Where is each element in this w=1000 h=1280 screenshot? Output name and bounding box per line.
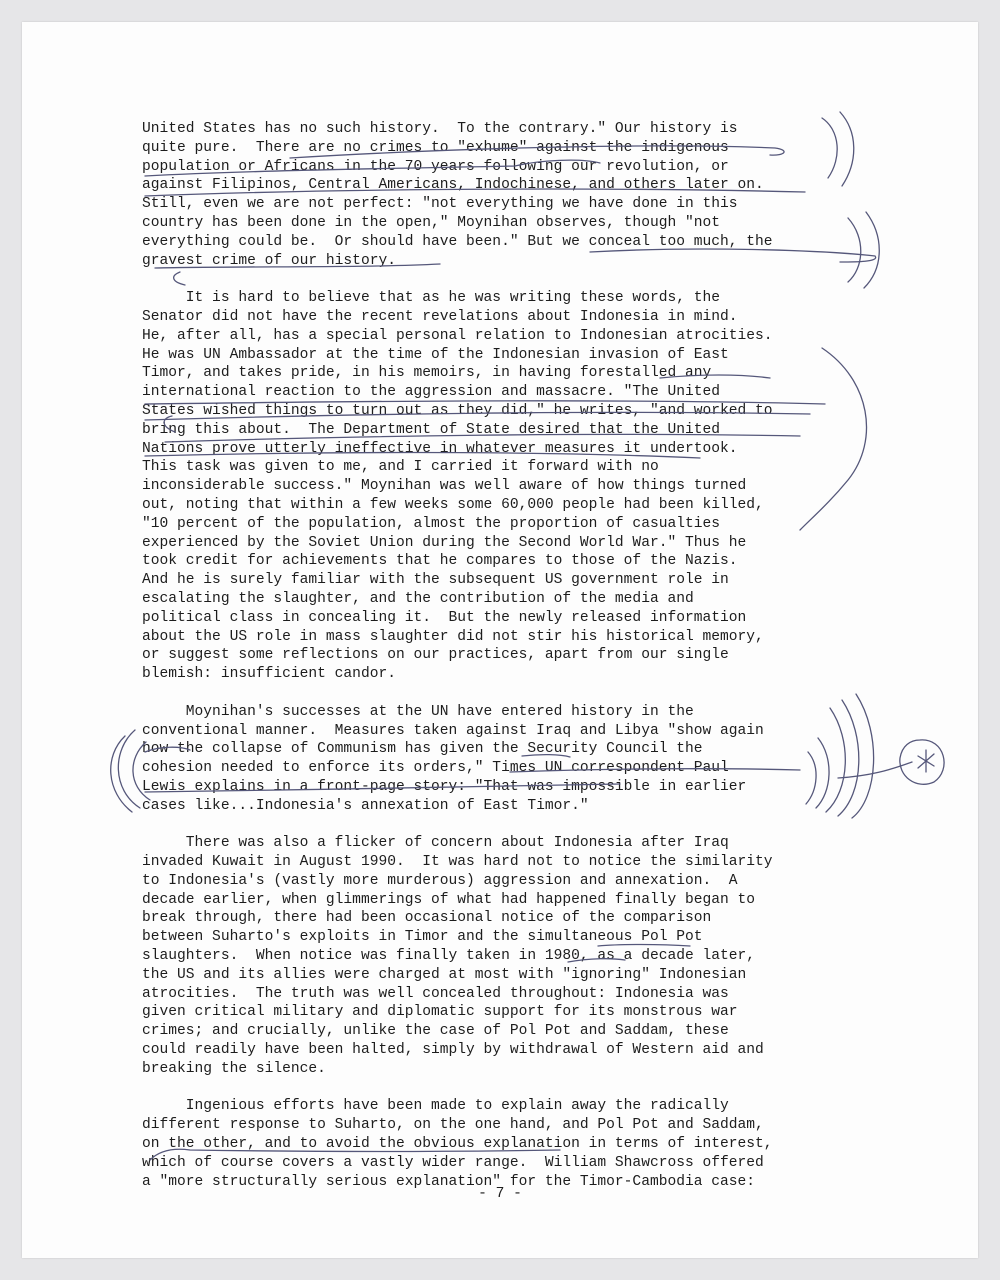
paragraph [142,834,842,1078]
text-line: inconsiderable success." Moynihan was well aware of how things turned [142,478,747,495]
text-line: to Indonesia's (vastly more murderous) aggression and annexation. A [142,872,738,889]
text-line: Timor, and takes pride, in his memoirs, in having forestalled any [142,365,712,382]
text-line: on the other, and to avoid the obvious explanation in terms of interest, [142,1136,773,1153]
text-line: Still, even we are not perfect: "not everything we have done in this [142,196,738,213]
text-line: a "more structurally serious explanation" for the Timor-Cambodia case: [142,1173,756,1190]
text-line: It is hard to believe that as he was writing these words, the [142,290,721,307]
text-line: different response to Suharto, on the one hand, and Pol Pot and Saddam, [142,1117,764,1134]
paragraph [142,703,842,816]
text-line: Ingenious efforts have been made to explain away the radically [142,1098,729,1115]
text-line: how the collapse of Communism has given the Security Council the [142,741,703,758]
text-line: conventional manner. Measures taken against Iraq and Libya "show again [142,722,764,739]
document-body [142,120,842,1210]
text-line: crimes; and crucially, unlike the case of Pol Pot and Saddam, these [142,1023,729,1040]
text-line: United States has no such history. To the contrary." Our history is [142,121,738,137]
text-line: There was also a flicker of concern about Indonesia after Iraq [142,835,729,852]
paragraph [142,1097,842,1191]
text-line: cases like...Indonesia's annexation of East Timor." [142,797,589,814]
text-line: political class in concealing it. But the newly released information [142,609,747,626]
document-page [22,22,978,1258]
text-line: blemish: insufficient candor. [142,666,396,683]
text-line: everything could be. Or should have been." But we conceal too much, the [142,233,773,250]
text-line: gravest crime of our history. [142,252,396,269]
text-line: or suggest some reflections on our practices, apart from our single [142,647,729,664]
text-line: country has been done in the open," Moynihan observes, though "not [142,214,721,231]
text-line: "10 percent of the population, almost the proportion of casualties [142,515,721,532]
text-line: experienced by the Soviet Union during the Second World War." Thus he [142,534,747,551]
text-line: States wished things to turn out as they did," he writes, "and worked to [142,402,773,419]
text-line: atrocities. The truth was well concealed throughout: Indonesia was [142,985,729,1002]
text-line: breaking the silence. [142,1060,326,1077]
text-line: between Suharto's exploits in Timor and the simultaneous Pol Pot [142,929,703,946]
text-line: invaded Kuwait in August 1990. It was hard not to notice the similarity [142,854,773,871]
text-line: quite pure. There are no crimes to "exhume" against the indigenous [142,139,729,156]
paragraph [142,289,842,684]
text-line: international reaction to the aggression and massacre. "The United [142,384,721,401]
text-line: about the US role in mass slaughter did not stir his historical memory, [142,628,764,645]
text-line: break through, there had been occasional notice of the comparison [142,910,712,927]
text-line: Senator did not have the recent revelations about Indonesia in mind. [142,308,738,325]
text-line: Nations prove utterly ineffective in whatever measures it undertook. [142,440,738,457]
text-line: out, noting that within a few weeks some 60,000 people had been killed, [142,496,764,513]
text-line: slaughters. When notice was finally taken in 1980, as a decade later, [142,948,756,965]
text-line: decade earlier, when glimmerings of what had happened finally began to [142,891,756,908]
page-number: - 7 - [478,1186,522,1202]
text-line: could readily have been halted, simply by withdrawal of Western aid and [142,1042,764,1059]
text-line: the US and its allies were charged at most with "ignoring" Indonesian [142,966,747,983]
text-line: escalating the slaughter, and the contribution of the media and [142,590,694,607]
text-line: Lewis explains in a front-page story: "That was impossible in earlier [142,778,747,795]
text-line: He was UN Ambassador at the time of the Indonesian invasion of East [142,346,729,363]
text-line: This task was given to me, and I carried it forward with no [142,459,659,476]
text-line: given critical military and diplomatic support for its monstrous war [142,1004,738,1021]
text-line: He, after all, has a special personal relation to Indonesian atrocities. [142,327,773,344]
text-line: population or Africans in the 70 years following our revolution, or [142,158,729,175]
text-line: Moynihan's successes at the UN have entered history in the [142,703,694,720]
text-line: which of course covers a vastly wider range. William Shawcross offered [142,1154,764,1171]
text-line: took credit for achievements that he compares to those of the Nazis. [142,553,738,570]
text-line: And he is surely familiar with the subsequent US government role in [142,572,729,589]
paragraph [142,120,842,270]
text-line: bring this about. The Department of State desired that the United [142,421,721,438]
text-line: cohesion needed to enforce its orders," Times UN correspondent Paul [142,760,729,777]
text-line: against Filipinos, Central Americans, Indochinese, and others later on. [142,177,764,194]
